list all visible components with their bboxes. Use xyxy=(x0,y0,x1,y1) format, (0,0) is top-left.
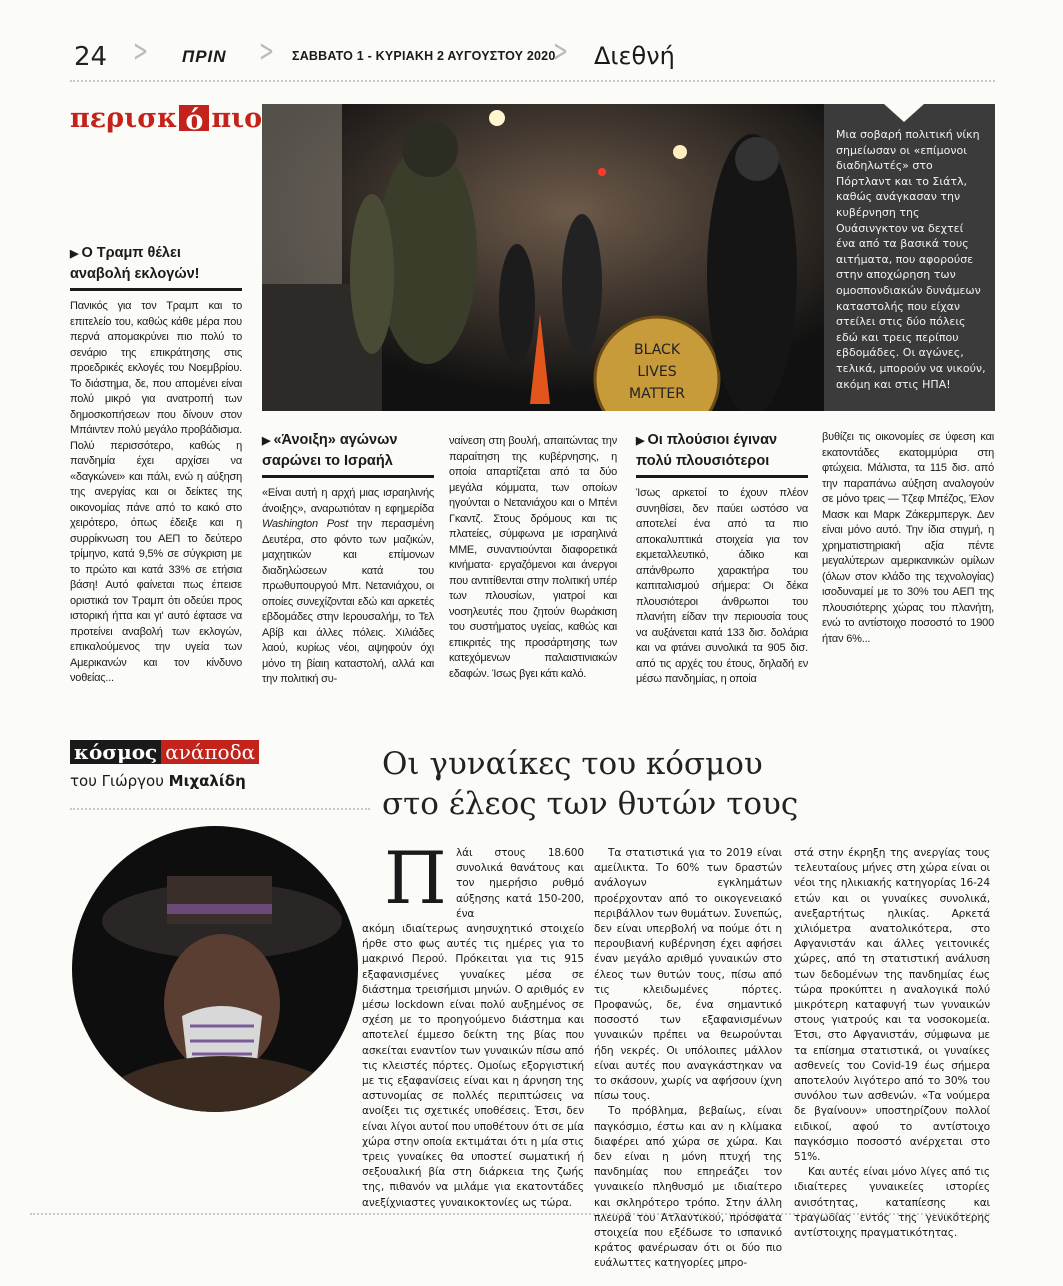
headline-rule xyxy=(262,475,434,478)
article-body-israel-2: ναίνεση στη βουλή, απαιτώντας την παραίτηση της κυβέρνησης, η οποία απαρτίζεται από τα δύο μεγάλα κόμματα, των οποίων ηγούνται ο Νετανιάχου και ο Μπένι Γκαντζ. Στους δρόμους και τις πλατείες, σύμφωνα με ισραηλινά ΜΜΕ, συναντιούνται διαφορετικά κινήματα· εργαζόμενοι και άνεργοι που αντιτίθενται στην πολιτική υπέρ των πλουσίων, γιατροί και νοσηλευτές που ζητούν θωράκιση του συστήματος υγείας, καθώς και επικριτές της προσάρτησης των κατεχόμενων παλαιστινιακών εδαφών. Ίσως βγει κάτι καλό. xyxy=(449,435,617,680)
chevron-separator-icon: > xyxy=(133,34,149,69)
issue-date: ΣΑΒΒΑΤΟ 1 - ΚΥΡΙΑΚΗ 2 ΑΥΓΟΥΣΤΟΥ 2020 xyxy=(292,49,556,63)
svg-text:LIVES: LIVES xyxy=(637,364,677,380)
article-column-3: στά στην έκρηξη της ανεργίας τους τελευταίους μήνες στη χώρα είναι οι νέοι της ηλικιακής κατηγορίας 16-24 ετών και οι γυναίκες συνολικά, ανεξαρτήτως ηλικίας. Αρκετά χιλιόμετρα ανατολικότερα, στο Αφγανιστάν και άλλες γειτονικές χώρες, από τη στατιστική ανάλυση των δεδομένων της πανδημίας έως τώρα προκύπτει η αναλογικά πολύ μικρότερη καταφυγή των γυναικών στους γιατρούς και τα νοσοκομεία. Έτσι, στο Αφγανιστάν, σύμφωνα με τα επίσημα στατιστικά, οι γυναίκες ασθενείς του Covid-19 έως σήμερα αποτελούν λιγότερο από το 30% του συνόλου των ασθενών. «Τα νούμερα δε βγαίνουν» υποστηρίζουν πολλοί ειδικοί, αφού το αντίστοιχο παγκόσμιο ποσοστό ανέρχεται στο 51%. Και αυτές είναι μόνο λίγες από τις ιδιαίτερες γυναικείες ιστορίες ανισότητας, καταπίεσης και τραγωδίας εντός της γενικότερης αντίστοιχης πραγματικότητας. xyxy=(794,847,990,1240)
newspaper-logo: ΠΡΙΝ xyxy=(182,47,227,66)
article-body-trump: Πανικός για τον Τραμπ και το επιτελείο του, καθώς κάθε μέρα που περνά απομακρύνει πιο πολύ το σενάριο της επικράτησης στις προεδρικές εκλογές του Νοεμβρίου. Το διάστημα, δε, που απομένει είναι πολύ μικρό για ανατροπή των δημοσκοπήσεων που δίνουν στον Μπάιντεν πολύ μεγάλο προβάδισμα. Πολύ περισσότερο, καθώς η πανδημία έχει αρχίσει να «δαγκώνει» και πάλι, ενώ η αύξηση της ανεργίας και οι δείκτες της οικονομίας πάνε από το κακό στο χειρότερο, όπως έδειξε και η συρρίκνωση του ΑΕΠ το δεύτερο τρίμηνο, κατά 9,5% σε σύγκριση με το πρώτο και κατά 33% σε ετήσια βάση! Αυτό φαίνεται πως έπεισε οριστικά τον Τραμπ ότι οδεύει προς ιστορική ήττα και γι' αυτό έφτασε να προτείνει αναβολή των εκλογών, επικαλούμενος την υγεία των Αμερικανών και τον κίνδυνο νοθείας... xyxy=(70,300,242,684)
headline-rich: ▶ Οι πλούσιοι έγιναν πολύ πλουσιότεροι xyxy=(636,432,778,469)
svg-text:MATTER: MATTER xyxy=(629,386,685,402)
drop-cap: Π xyxy=(384,836,447,920)
article-title: Οι γυναίκες του κόσμου στο έλεος των θυτών τους xyxy=(382,746,799,822)
headline-trump: ▶ Ο Τραμπ θέλει αναβολή εκλογών! xyxy=(70,245,200,282)
caption-notch xyxy=(884,104,924,122)
footer-divider xyxy=(30,1213,990,1215)
page-number: 24 xyxy=(74,42,108,72)
article-column-1: ακόμη ιδιαίτερως ανησυχητικό στοιχείο ήρθε στο φως αυτές τις ημέρες για το μακρινό Περού. Πρόκειται για τις 915 εξαφανισμένες γυναίκες μέσα σε διάστημα τρεισήμισι μηνών. Ο αριθμός εν μέσω lockdown είναι πολύ αυξημένος σε σχέση με το προηγούμενο διάστημα και αποτελεί έμμεσο δείκτη της βίας που ασκείται εναντίον των γυναικών πίσω από τις κλειστές πόρτες. Ομοίως εξοργιστική με τις εξαφανίσεις είναι και η άρνηση της αστυνομίας σε πολλές περιπτώσεις να ανοίξει τις σχετικές υποθέσεις. Έτσι, δεν είναι λίγοι αυτοί που υποθέτουν ότι σε μία χώρα στην οποία εκτιμάται ότι η μία στις τρεις γυναίκες θα υποστεί σωματική ή σεξουαλική βία στη διάρκεια της ζωής της, πιθανόν να μιλάμε για εκατοντάδες ανεξίχνιαστες γυναικοκτονίες ως τώρα. xyxy=(362,923,584,1209)
article-body-rich-1: Ίσως αρκετοί το έχουν πλέον συνηθίσει, δεν παύει ωστόσο να αποτελεί ένα από τα πιο αποκαλυπτικά στοιχεία για τον εκμεταλλευτικό, άδικο και απάνθρωπο χαρακτήρα του καπιταλισμού σήμερα: Οι δέκα πλουσιότεροι άνθρωποι του πλανήτη είδαν την περιουσία τους να αυξάνεται κατά 133 δισ. δολάρια και να φτάνει συνολικά τα 905 δισ. από τις αρχές του έτους, δηλαδή εν μέσω πανδημίας, η οποία xyxy=(636,487,808,685)
photo-caption: Μια σοβαρή πολιτική νίκη σημείωσαν οι «επίμονοι διαδηλωτές» στο Πόρτλαντ και το Σιάτλ, καθώς ανάγκασαν την κυβέρνηση της Ουάσινγκτον να δεχτεί ένα από τα βασικά τους αιτήματα, που αφορούσε στην αποχώρηση των ομοσπονδιακών δυνάμεων καταστολής που είχαν στείλει στις δύο πόλεις εδώ και τρεις περίπου εβδομάδες. Οι αγώνες, τελικά, μπορούν να νικούν, ακόμη και στις ΗΠΑ! xyxy=(836,128,986,391)
kosmos-anapoda-logo: κόσμος ανάποδα xyxy=(70,740,259,764)
woman-portrait-photo xyxy=(72,826,358,1112)
periscope-mark-icon: ό xyxy=(179,105,209,131)
article-column-2: Τα στατιστικά για το 2019 είναι αμείλικτα. Το 60% των δραστών ανάλογων εγκλημάτων προέρχονταν από το οικογενειακό περιβάλλον των θυμάτων. Συνεπώς, δεν είναι υπερβολή να πούμε ότι η περουβιανή κυβέρνηση έχει αφήσει έναν μεγάλο αριθμό γυναικών στο έλεος των θυτών τους, πίσω από τις κλειδωμένες πόρτες. Προφανώς, δε, ένα σημαντικό ποσοστό των εξαφανισμένων γυναικών πρέπει να θεωρούνται ήδη νεκρές. Οι υπόλοιπες μάλλον είναι αυτές που αναγκάστηκαν να το σκάσουν, χωρίς να αφήσουν ίχνη πίσω τους. Το πρόβλημα, βεβαίως, είναι παγκόσμιο, έστω και αν η κλίμακα διαφέρει από χώρα σε χώρα. Και δεν είναι η μόνη πτυχή της πανδημίας που επηρεάζει τον γυναικείο πληθυσμό με ιδιαίτερο και σκληρότερο τρόπο. Στην άλλη πλευρά του Ατλαντικού, πρόσφατα στοιχεία που εξέδωσε το ισπανικό κράτος φανέρωσαν ότι οι δύο πιο ευάλωττες κατηγορίες μπρο- xyxy=(594,847,782,1270)
chevron-separator-icon: > xyxy=(553,34,569,69)
article-body-rich-2: βυθίζει τις οικονομίες σε ύφεση και εκατοντάδες εκατομμύρια στη φτώχεια. Μάλιστα, τα 115 δισ. από την παραπάνω αύξηση αναλογούν σε μόνο τρεις — Τζεφ Μπέζος, Έλον Μασκ και Μαρκ Ζάκερμπεργκ. Δεν είναι μόνο αυτό. Την ίδια στιγμή, η χρηματιστηριακή αξία πέντε μεγαλύτερων αμερικανικών ομίλων (όλων στον κλάδο της τεχνολογίας) ισοδυναμεί με το 30% του ΑΕΠ της πλουσιότερης χώρας του πλανήτη, ενώ το αντίστοιχο ποσοστό το 1900 ήταν 6%... xyxy=(822,431,994,645)
byline-divider xyxy=(70,808,370,810)
header-divider xyxy=(70,80,995,82)
headline-rule xyxy=(636,475,808,478)
section-title: Διεθνή xyxy=(594,42,675,70)
protest-photo xyxy=(262,104,824,411)
article-intro: λάι στους 18.600 συνολικά θανάτους και τον ημερήσιο ρυθμό αύξησης κατά 150-200, ένα xyxy=(456,847,584,920)
bullet-triangle-icon: ▶ xyxy=(262,435,271,447)
article-body-israel-1: «Είναι αυτή η αρχή μιας ισραηλινής άνοιξης», αναρωτιόταν η εφημερίδα Washington Post την περασμένη Δευτέρα, στο φόντο των μαζικών, μαχητικών και επίμονων διαδηλώσεων κατά του πρωθυπουργού Μπ. Νετανιάχου, οι οποίες συνεχίζονται εδώ και αρκετές εβδομάδες στην Ιερουσαλήμ, το Τελ Αβίβ και άλλες πόλεις. Χιλιάδες λαού, κυρίως νέοι, αψηφούν όχι μόνο τη βίαιη καταστολή, αλλά και την πολιτική συ- xyxy=(262,487,434,685)
periskopio-logo: περισκ ό πιο xyxy=(70,103,263,136)
headline-rule xyxy=(70,288,242,291)
author-byline: του Γιώργου Μιχαλίδη xyxy=(70,772,246,790)
sign-text: BLACK xyxy=(633,342,681,358)
chevron-separator-icon: > xyxy=(259,34,275,69)
bullet-triangle-icon: ▶ xyxy=(636,435,645,447)
headline-israel: ▶ «Άνοιξη» αγώνων σαρώνει το Ισραήλ xyxy=(262,432,398,469)
bullet-triangle-icon: ▶ xyxy=(70,248,79,260)
